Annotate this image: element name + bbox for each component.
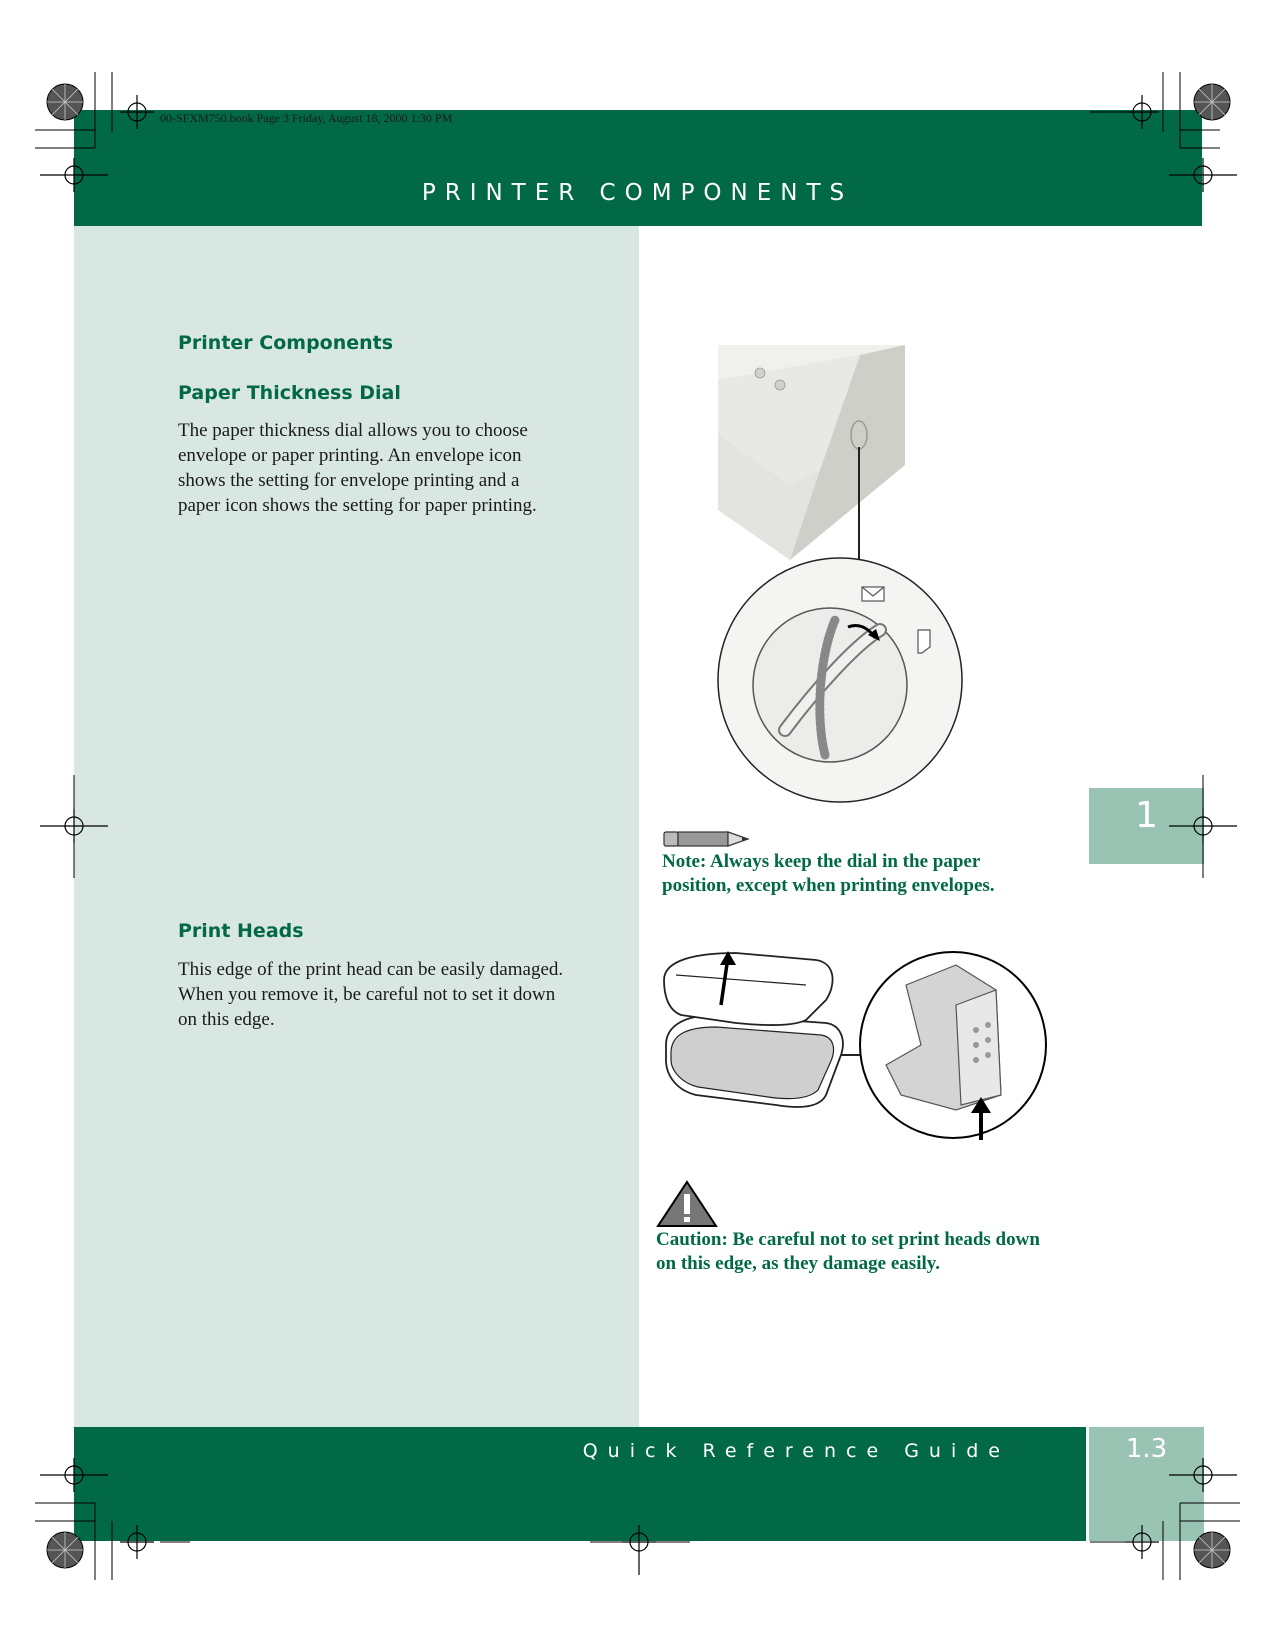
section-title: Printer Components — [178, 332, 394, 354]
page-header-title: PRINTER COMPONENTS — [421, 180, 854, 206]
print-heads-heading: Print Heads — [178, 920, 304, 942]
registration-mark-icon — [40, 95, 1237, 1575]
paper-dial-line: envelope or paper printing. An envelope icon — [178, 445, 522, 466]
footer-title: Quick Reference Guide — [582, 1440, 1010, 1462]
chapter-tab-number: 1 — [1135, 795, 1158, 836]
caution-line: on this edge, as they damage easily. — [656, 1253, 940, 1274]
print-heads-line: When you remove it, be careful not to set it down — [178, 984, 556, 1005]
print-heads-line: This edge of the print head can be easily damaged. — [178, 959, 564, 980]
paper-dial-line: shows the setting for envelope printing and a — [178, 470, 520, 491]
file-info: 00-SFXM750.book Page 3 Friday, August 18, 2000 1:30 PM — [160, 111, 453, 125]
note-line: Note: Always keep the dial in the paper — [662, 851, 981, 872]
caution-line: Caution: Be careful not to set print heads down — [656, 1229, 1040, 1250]
print-heads-line: on this edge. — [178, 1009, 275, 1030]
paper-dial-heading: Paper Thickness Dial — [178, 382, 401, 404]
starburst-registration-icon — [47, 84, 1230, 1568]
paper-dial-line: The paper thickness dial allows you to choose — [178, 420, 528, 441]
note-line: position, except when printing envelopes. — [662, 875, 995, 896]
page-number: 1.3 — [1125, 1434, 1168, 1464]
paper-dial-line: paper icon shows the setting for paper printing. — [178, 495, 537, 516]
